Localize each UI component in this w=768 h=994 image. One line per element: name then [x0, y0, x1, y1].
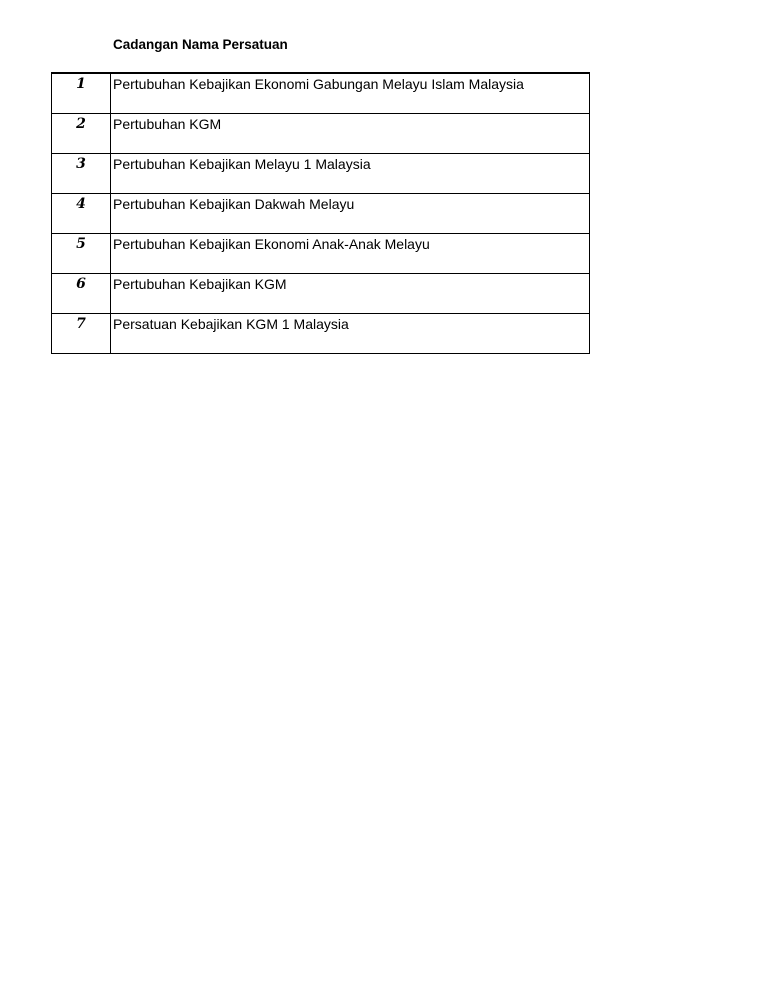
- table-row: [52, 193, 590, 233]
- row-name: Pertubuhan Kebajikan Melayu 1 Malaysia: [111, 153, 590, 193]
- row-name: Pertubuhan KGM: [111, 113, 590, 153]
- row-name: Pertubuhan Kebajikan Ekonomi Anak-Anak Melayu: [111, 233, 590, 273]
- names-table: [51, 72, 590, 354]
- row-number: 7: [52, 313, 111, 353]
- table-row: [52, 233, 590, 273]
- row-number: 3: [52, 153, 111, 193]
- table-row: [52, 273, 590, 313]
- row-number: 6: [52, 273, 111, 313]
- row-number: 4: [52, 193, 111, 233]
- document-title: Cadangan Nama Persatuan: [113, 37, 288, 52]
- table-row: [52, 73, 590, 113]
- row-number: 2: [52, 113, 111, 153]
- row-name: Pertubuhan Kebajikan Dakwah Melayu: [111, 193, 590, 233]
- table-row: [52, 113, 590, 153]
- row-number: 1: [52, 73, 111, 113]
- table-row: [52, 313, 590, 353]
- row-name: Pertubuhan Kebajikan KGM: [111, 273, 590, 313]
- row-name: Persatuan Kebajikan KGM 1 Malaysia: [111, 313, 590, 353]
- row-number: 5: [52, 233, 111, 273]
- row-name: Pertubuhan Kebajikan Ekonomi Gabungan Melayu Islam Malaysia: [111, 73, 590, 113]
- table-row: [52, 153, 590, 193]
